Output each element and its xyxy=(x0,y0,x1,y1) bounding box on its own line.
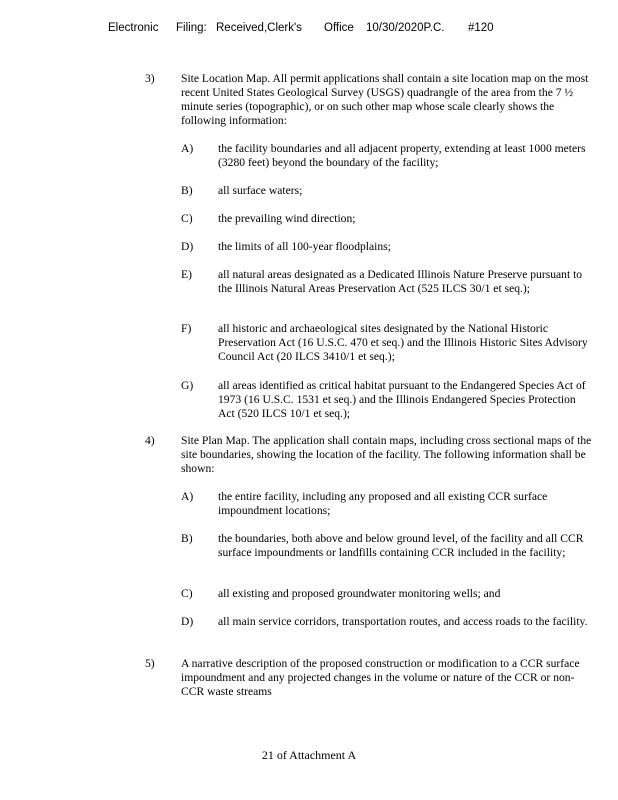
header-office: Office xyxy=(324,22,354,34)
header-date: 10/30/2020P.C. xyxy=(366,22,445,34)
item-number: F) xyxy=(181,322,192,335)
item-number: 3) xyxy=(145,72,155,85)
item-text: the prevailing wind direction; xyxy=(218,212,356,225)
header-number: #120 xyxy=(468,22,494,34)
header-electronic: Electronic xyxy=(108,22,159,34)
item-text: the facility boundaries and all adjacent property, extending at least 1000 meters (3280 feet) beyond the boundary of the facility; xyxy=(218,142,586,169)
item-number: E) xyxy=(181,268,192,281)
item-text: Site Plan Map. The application shall contain maps, including cross sectional maps of the site boundaries, showing the location of the facility. The following information shall be shown: xyxy=(181,434,592,475)
item-text: the limits of all 100-year floodplains; xyxy=(218,240,391,253)
item-number: A) xyxy=(181,490,194,503)
header-received: Received,Clerk's xyxy=(216,22,302,34)
item-number: D) xyxy=(181,615,194,628)
item-number: D) xyxy=(181,240,194,253)
item-number: B) xyxy=(181,532,193,545)
page-footer: 21 of Attachment A xyxy=(261,748,357,762)
item-text: the boundaries, both above and below ground level, of the facility and all CCR surface impoundments or landfills containing CCR included in the facility; xyxy=(218,532,584,559)
item-text: all main service corridors, transportation routes, and access roads to the facility. xyxy=(218,615,588,628)
item-text: the entire facility, including any proposed and all existing CCR surface impoundment locations; xyxy=(218,490,548,517)
item-number: C) xyxy=(181,587,193,600)
header-filing: Filing: xyxy=(176,22,207,34)
item-number: G) xyxy=(181,379,194,392)
item-number: B) xyxy=(181,184,193,197)
item-number: A) xyxy=(181,142,194,155)
item-text: all surface waters; xyxy=(218,184,303,197)
item-text: Site Location Map. All permit applications shall contain a site location map on the most recent United States Geological Survey (USGS) quadrangle of the area from the 7 ½ minute series (topographic), or on such other map whose scale clearly shows the following information: xyxy=(181,72,589,127)
item-number: 4) xyxy=(145,434,155,447)
item-text: all historic and archaeological sites designated by the National Historic Preservation Act (16 U.S.C. 470 et seq.) and the Illinois Historic Sites Advisory Council Act (20 ILCS 3410/1 et seq.); xyxy=(218,322,588,363)
item-number: 5) xyxy=(145,657,155,670)
item-text: all areas identified as critical habitat pursuant to the Endangered Species Act of 1973 (16 U.S.C. 1531 et seq.) and the Illinois Endangered Species Protection Act (520 ILCS 10/1 et seq.); xyxy=(218,379,586,420)
item-text: all natural areas designated as a Dedicated Illinois Nature Preserve pursuant to the Illinois Natural Areas Preservation Act (525 ILCS 30/1 et seq.); xyxy=(218,268,583,295)
item-text: A narrative description of the proposed construction or modification to a CCR surface impoundment and any projected changes in the volume or nature of the CCR or non-CCR waste streams xyxy=(181,657,580,698)
item-text: all existing and proposed groundwater monitoring wells; and xyxy=(218,587,501,600)
item-number: C) xyxy=(181,212,193,225)
